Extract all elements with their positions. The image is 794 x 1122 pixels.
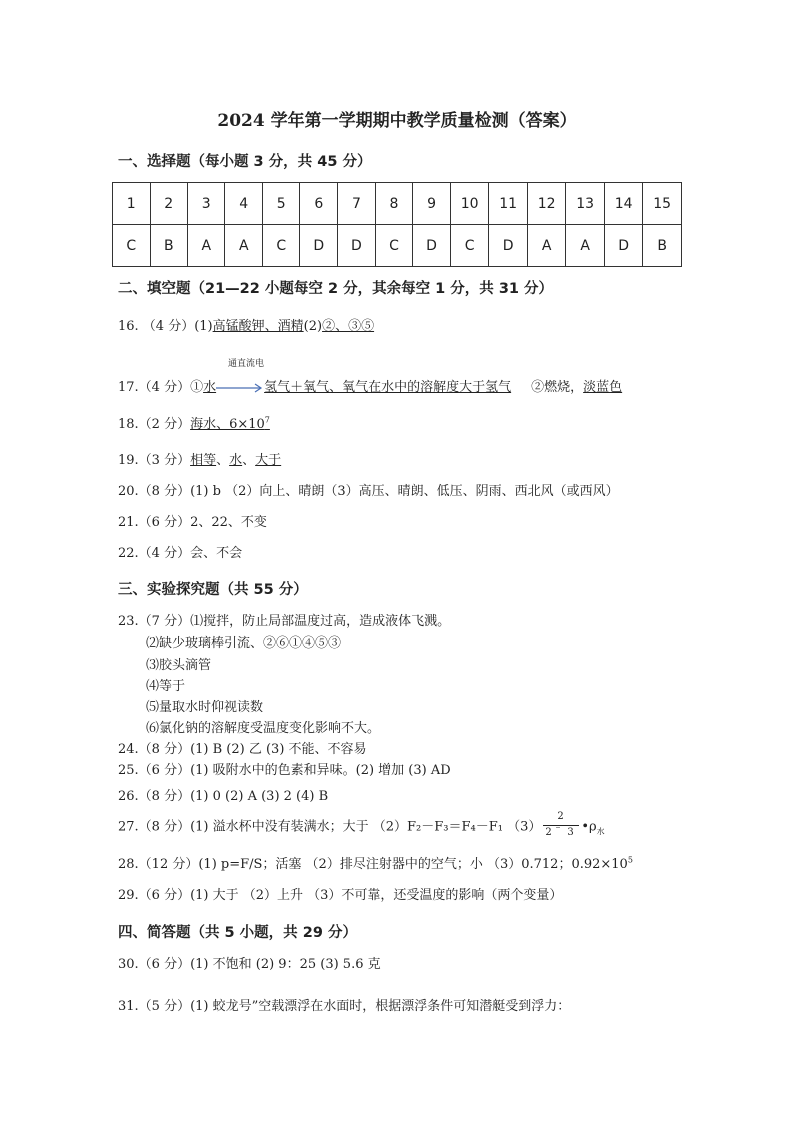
answer-18-prefix: 18.（2 分） [118, 417, 191, 432]
page-title: 2024 学年第一学期期中教学质量检测（答案） [217, 111, 577, 131]
section-heading-choice: 一、选择题（每小题 3 分，共 45 分） [118, 154, 372, 170]
answer-17-part2: ②燃烧， [531, 380, 584, 395]
answer-16-prefix: 16. （4 分）(1) [118, 319, 213, 334]
answer-23-line3: ⑶胶头滴管 [146, 658, 212, 673]
reaction-condition-label: 通直流电 [228, 359, 265, 369]
answer-cell: C [375, 225, 413, 267]
answer-17 [118, 376, 622, 395]
reaction-arrow-icon [216, 381, 264, 395]
answer-cell: D [604, 225, 643, 267]
answer-16-mid: (2) [303, 319, 323, 334]
answer-19-sep2: 、 [242, 453, 256, 468]
answer-19-sep1: 、 [216, 453, 230, 468]
answer-21: 21.（6 分）2、22、不变 [118, 515, 267, 530]
answer-cell: A [188, 225, 225, 267]
question-number-row [113, 183, 682, 225]
answer-27-prefix: 27.（8 分）(1) 溢水杯中没有装满水；大于 （2）F₂－F₃＝F₄－F₁ （3） [118, 819, 542, 835]
answer-cell: C [113, 225, 151, 267]
answer-25: 25.（6 分）(1) 吸附水中的色素和异味。(2) 增加 (3) AD [118, 763, 451, 778]
answer-cell: A [225, 225, 262, 267]
answer-18-exponent: 7 [264, 415, 270, 425]
answer-23-line4: ⑷等于 [146, 679, 186, 694]
question-number-cell: 13 [566, 183, 605, 225]
answer-17-prefix: 17.（4 分）① [118, 380, 204, 395]
answer-17-products: 氢气＋氧气、氧气在水中的溶解度大于氢气 [264, 380, 512, 395]
answer-27-fraction: 2 2 ⁻ 3 [541, 815, 581, 839]
question-number-cell: 10 [450, 183, 489, 225]
answer-17-color: 淡蓝色 [583, 380, 623, 395]
answer-cell: A [566, 225, 605, 267]
question-number-cell: 3 [188, 183, 225, 225]
answer-cell: D [489, 225, 528, 267]
answer-28 [118, 853, 633, 872]
question-number-cell: 9 [413, 183, 451, 225]
answer-29: 29.（6 分）(1) 大于 （2）上升 （3）不可靠，还受温度的影响（两个变量） [118, 888, 563, 903]
question-number-cell: 8 [375, 183, 413, 225]
answer-18-value: 海水、6×10 [190, 417, 265, 432]
answer-23-line5: ⑸量取水时仰视读数 [146, 700, 264, 715]
answer-20: 20.（8 分）(1) b （2）向上、晴朗（3）高压、晴朗、低压、阴雨、西北风（或西风） [118, 484, 619, 499]
answer-22: 22.（4 分）会、不会 [118, 546, 243, 561]
answer-28-exponent: 5 [627, 855, 633, 865]
question-number-cell: 7 [338, 183, 376, 225]
answer-17-reactant: 水 [203, 380, 217, 395]
answer-cell: B [643, 225, 682, 267]
answer-16-part1: 高锰酸钾、酒精 [212, 319, 304, 334]
question-number-cell: 4 [225, 183, 262, 225]
answer-24: 24.（8 分）(1) B (2) 乙 (3) 不能、不容易 [118, 742, 367, 757]
answer-30: 30.（6 分）(1) 不饱和 (2) 9：25 (3) 5.6 克 [118, 957, 381, 972]
answer-23-line6: ⑹氯化钠的溶解度受温度变化影响不大。 [146, 721, 381, 736]
answer-23: 23.（7 分）⑴搅拌，防止局部温度过高，造成液体飞溅。 [118, 614, 451, 629]
answer-cell: C [262, 225, 300, 267]
answer-27 [118, 811, 605, 839]
answer-19-prefix: 19.（3 分） [118, 453, 191, 468]
fraction-denominator-left: 2 [545, 827, 552, 838]
answer-19-part2: 水 [229, 453, 243, 468]
section-heading-fill: 二、填空题（21—22 小题每空 2 分，其余每空 1 分，共 31 分） [118, 281, 554, 297]
question-number-cell: 1 [113, 183, 151, 225]
answer-19-part3: 大于 [255, 453, 282, 468]
question-number-cell: 5 [262, 183, 300, 225]
answer-31: 31.（5 分）(1) 蛟龙号”空载漂浮在水面时，根据漂浮条件可知潜艇受到浮力： [118, 999, 571, 1014]
answer-27-rho-subscript: 水 [596, 827, 605, 837]
answer-cell: C [450, 225, 489, 267]
answer-28-text: 28.（12 分）(1) p=F/S；活塞 （2）排尽注射器中的空气；小 （3）0.712；0.92×10 [118, 857, 628, 872]
answer-row [113, 225, 682, 267]
answer-19-part1: 相等 [190, 453, 217, 468]
answer-cell: D [413, 225, 451, 267]
section-heading-experiment: 三、实验探究题（共 55 分） [118, 582, 308, 598]
question-number-cell: 15 [643, 183, 682, 225]
question-number-cell: 2 [150, 183, 187, 225]
fraction-bar [543, 825, 579, 826]
section-heading-short-answer: 四、简答题（共 5 小题，共 29 分） [118, 925, 357, 941]
answer-cell: D [300, 225, 338, 267]
fraction-numerator: 2 [557, 811, 564, 822]
answer-27-rho: •ρ [581, 819, 597, 835]
question-number-cell: 12 [527, 183, 566, 225]
answer-16 [118, 315, 374, 334]
answer-23-line2: ⑵缺少玻璃棒引流、②⑥①④⑤③ [146, 636, 342, 651]
answer-26: 26.（8 分）(1) 0 (2) A (3) 2 (4) B [118, 789, 329, 804]
answer-18 [118, 413, 270, 432]
answer-cell: D [338, 225, 376, 267]
answer-cell: B [150, 225, 187, 267]
answer-cell: A [527, 225, 566, 267]
fraction-denominator-right: 3 [567, 827, 574, 838]
answer-19 [118, 449, 281, 468]
choice-answer-table [112, 182, 682, 267]
question-number-cell: 6 [300, 183, 338, 225]
question-number-cell: 14 [604, 183, 643, 225]
answer-16-part2: ②、③⑤ [322, 319, 375, 334]
question-number-cell: 11 [489, 183, 528, 225]
